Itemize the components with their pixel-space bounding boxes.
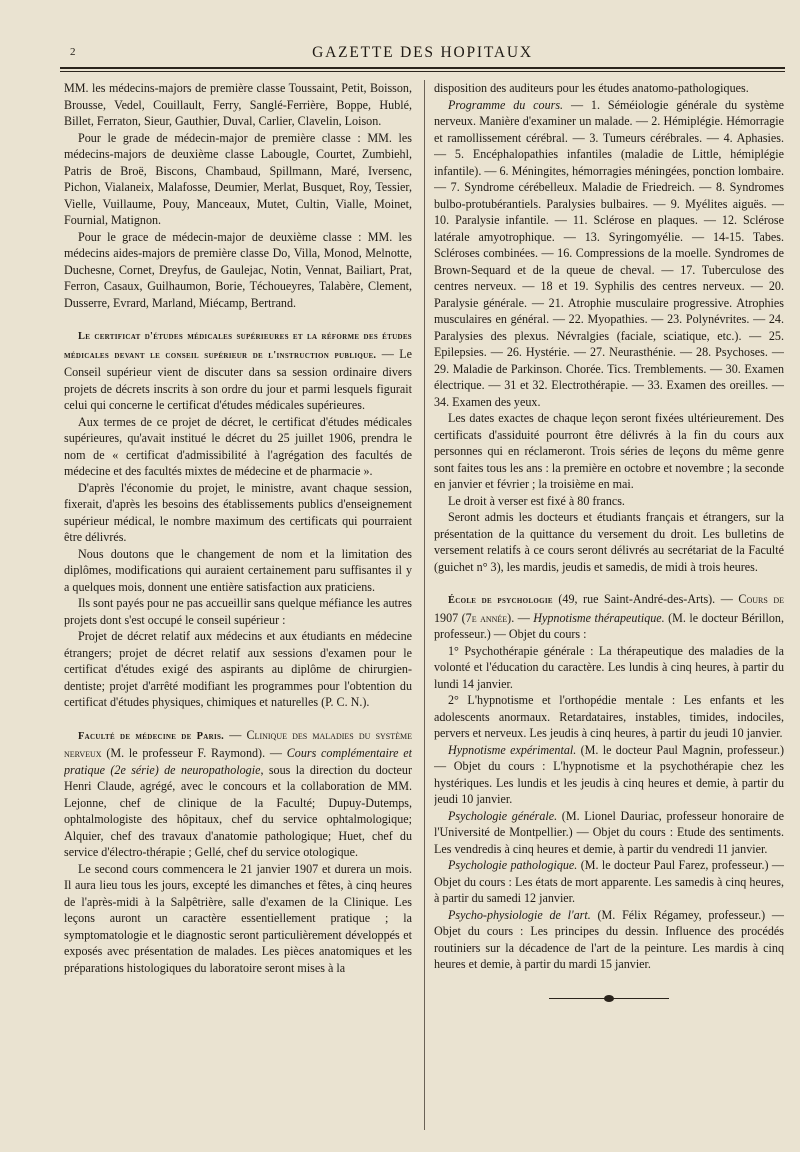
psychology-item-label: Hypnotisme expérimental. xyxy=(448,742,577,757)
psychology-school-address: (49, rue Saint-André-des-Arts). — xyxy=(552,592,739,606)
course-description: , sous la direction du docteur Henri Claude, agrégé, avec le concours et la collaboration de MM. Lejonne, chef de clinique de la Faculté; Dupuy-Dutemps, ophtalmologiste des hôpitaux, chef du service ophtalmologique; Alquier, chef des travaux d'anatomie pathologique; Huet, chef du service d'électro-thérapie ; Gellé, chef du service otologique. xyxy=(64,762,412,859)
column-divider xyxy=(424,80,425,1130)
page-number: 2 xyxy=(70,46,76,58)
end-ornament xyxy=(549,995,669,1003)
psychology-school-heading: École de psychologie xyxy=(448,595,553,606)
certificate-paragraph: Ils sont payés pour ne pas accueillir sans quelque méfiance les autres projets dont s'est occupé le conseil supérieur : xyxy=(64,596,412,627)
psychology-course-title: Hypnotisme thérapeutique. xyxy=(533,610,665,625)
certificate-section-heading: Le certificat d'études médicales supérieures et la réforme des études médicales devant le conseil supérieur de l'instruction publique. xyxy=(64,331,412,361)
psychology-item xyxy=(434,742,784,808)
certificate-section-intro xyxy=(64,327,412,414)
faculty-section-heading: Faculté de médecine de Paris. xyxy=(78,730,225,742)
course-program-text: — 1. Séméiologie générale du système nerveux. Manière d'examiner un malade. — 2. Hémiplégie. Hémorragie et ramollissement cérébral. — 3. Tumeurs cérébrales. — 4. Aphasies. — 5. Encéphalopathies infantiles (maladie de Little, hémiplégie infantile). — 6. Méningites, hémorragies méningées, ponction lombaire. — 7. Syndrome cérébelleux. Maladie de Friedreich. — 8. Syndromes bulbo-protubérantiels. Paralysies bulbaires. — 9. Myélites aiguës. — 10. Paralysie infantile. — 11. Sclérose en plaques. — 12. Sclérose latérale amyotrophique. — 13. Syringomyélie. — 14-15. Tabes. Scléroses combinées. — 16. Compressions de la moelle. Syndromes de Brown-Sequard et de la queue de cheval. — 17. Tuberculose des centres nerveux. — 18 et 19. Syphilis des centres nerveux. — 20. Paralysie générale. — 21. Atrophie musculaire progressive. Atrophies musculaires en général. — 22. Myopathies. — 23. Polynévrites. — 24. Paralysies des plexus. Névralgies (faciale, sciatique, etc.). — 25. Epilepsies. — 26. Hystérie. — 27. Neurasthénie. — 28. Psychoses. — 29. Maladie de Parkinson. Chorée. Tics. Tremblements. — 30. Examen électrique. — 31 et 32. Electrothérapie. — 33. Examen des oreilles. — 34. Examen des yeux. xyxy=(434,97,784,409)
clinic-professor: (M. le professeur F. Raymond). — xyxy=(101,746,287,760)
course-continuation: disposition des auditeurs pour les études anatomo-pathologiques. xyxy=(434,81,749,95)
psychology-course-text: (M. le docteur Bérillon, professeur.) — Objet du cours : xyxy=(434,610,784,641)
course-program-label: Programme du cours. xyxy=(448,97,564,112)
page-header xyxy=(60,42,785,66)
psychology-school-intro xyxy=(434,591,784,643)
certificate-section-text: — Le Conseil supérieur vient de discuter dans sa session ordinaire divers projets de décrets inscrits à son ordre du jour et parmi lesquels figurait celui qui concerne le certificat d'études médicales supérieures. xyxy=(64,346,412,412)
certificate-paragraph: Aux termes de ce projet de décret, le certificat d'études médicales supérieures, qu'avait institué le décret du 25 juillet 1906, prendra le nom de « certificat d'admissibilité à l'agrégation des facultés de médecine et des facultés mixtes de médecine et de pharmacie ». xyxy=(64,414,412,478)
faculty-section-intro: Faculté de médecine de Paris. — Clinique des maladies du système nerveux (M. le professeur F. Raymond). — Cours complémentaire et pratique (2e série) de neuropathologie, sous la direction du docteur Henri Claude, agrégé, avec le concours et la collaboration de MM. Lejonne, chef de clinique de la Faculté; Dupuy-Dutemps, ophtalmologiste des hôpitaux, chef du service ophtalmologique; Alquier, chef des travaux d'anatomie pathologique; Huet, chef du service d'électro-thérapie ; Gellé, chef du service otologique. xyxy=(64,727,412,859)
ornament-dot xyxy=(604,995,614,1002)
psychology-item-label: Psychologie générale. xyxy=(448,808,558,823)
course-schedule-paragraph: Le second cours commencera le 21 janvier 1907 et durera un mois. Il aura lieu tous les jours, excepté les dimanches et fêtes, à cinq heures de l'après-midi à la Salpêtrière, salle d'examen de la Clinique. Les leçons auront un caractère essentiellement pratique ; la symptomatologie et le diagnostic seront particulièrement développés et exposés avec présentation de malades. Les pièces anatomiques et les préparations histologiques du laboratoire seront mises à la xyxy=(64,861,412,975)
psychology-item: 2° L'hypnotisme et l'orthopédie mentale : Les enfants et les adolescents anormaux. Retardataires, instables, timides, indociles, pervers et nerveux. Les jeudis à cinq heures, à partir du jeudi 10 janvier. xyxy=(434,693,784,740)
certificate-paragraph: Projet de décret relatif aux médecins et aux étudiants en médecine étrangers; projet de décret relatif aux sessions d'examen pour le certificat d'études exigé des aspirants au diplôme de chirurgien-dentiste; projet d'arrêté modifiant les programmes pour l'obtention du certificat d'études physiques, chimiques et naturelles (P. C. N.). xyxy=(64,629,412,709)
course-admission-paragraph: Seront admis les docteurs et étudiants français et étrangers, sur la présentation de la quittance du versement du droit. Les bulletins de versement relatifs à ce cours seront délivrés au secrétariat de la Faculté (guichet n° 3), les mardis, jeudis et samedis, de midi à trois heures. xyxy=(434,510,784,574)
psychology-item-text: (M. Lionel Dauriac, professeur honoraire de l'Université de Montpellier.) — Objet du cours : Etude des sentiments. Les vendredis à cinq heures et demie, à partir du vendredi 11 janvier. xyxy=(434,808,784,856)
psychology-item xyxy=(434,808,784,858)
psychology-item xyxy=(434,907,784,973)
promotion-list-first-class: MM. les médecins-majors de première classe Toussaint, Petit, Boisson, Brousse, Vedel, Couillault, Ferry, Sanglé-Ferrière, Boppe, Hublé, Billet, Ferraton, Sieur, Gauthier, Duval, Carlier, Clavelin, Loison. xyxy=(64,81,412,128)
certificate-paragraph: D'après l'économie du projet, le ministre, avant chaque session, fixerait, d'après les besoins des établissements publics d'enseignement supérieur médical, le nombre maximum des certificats qui pourraient être délivrés. xyxy=(64,480,412,544)
course-fee-paragraph: Le droit à verser est fixé à 80 francs. xyxy=(448,493,625,508)
header-rule-thick xyxy=(60,67,785,69)
dash: — xyxy=(514,610,534,625)
left-column xyxy=(64,80,412,1140)
course-dates-paragraph: Les dates exactes de chaque leçon seront fixées ultérieurement. Des certificats d'assiduité pourront être délivrés à la fin du cours aux personnes qui en réclameront. Trois séries de leçons du même genre sont faites tous les ans : la première en octobre et novembre ; la seconde en janvier et février ; la troisième en mai. xyxy=(434,411,784,491)
psychology-item-text: (M. le docteur Paul Magnin, professeur.) — Objet du cours : L'hypnotisme et la psychothérapie chez les hystériques. Les lundis et les jeudis à cinq heures et demie, à partir du jeudi 10 janvier. xyxy=(434,742,784,806)
right-column xyxy=(434,80,784,1140)
header-rule-thin xyxy=(60,71,785,72)
promotion-list-second-class: Pour le grade de médecin-major de première classe : MM. les médecins-majors de deuxième classe Labougle, Courtet, Zumbiehl, Patris de Broë, Biscons, Chambaud, Spillmann, Maré, Iversenc, Pichon, Vialaneix, Malafosse, Deumier, Merlat, Busquet, Roy, Tessier, Vielle, Vuillaume, Pouy, Manceaux, Mutet, Cultin, Vialle, Moinet, Fournial, Matignon. xyxy=(64,130,412,227)
course-title: Cours complémentaire et pratique (2e série) de neuropathologie xyxy=(64,746,412,777)
promotion-list-aides-majors: Pour le grace de médecin-major de deuxième classe : MM. les médecins aides-majors de première classe Do, Villa, Monod, Melnotte, Duchesne, Cornet, Dreyfus, de Gaulejac, Notin, Vennat, Bailiart, Prat, Ferron, Casaux, Guilhaumon, Borie, Téchoueyres, Talabère, Clement, Dusserre, Evrard, Marland, Miécamp, Bertrand. xyxy=(64,229,412,310)
psychology-item xyxy=(434,857,784,907)
clinic-name: Clinique des maladies du système nerveux xyxy=(64,727,412,760)
psychology-item-label: Psychologie pathologique. xyxy=(448,858,578,872)
psychology-item-text: (M. le docteur Paul Farez, professeur.) — Objet du cours : Les états de mort apparente. Les samedis à cinq heures, à partir du samedi 12 janvier. xyxy=(434,858,784,905)
psychology-course-year: Cours de 1907 (7e année). xyxy=(434,592,784,625)
psychology-item-text: (M. Félix Régamey, professeur.) — Objet du cours : Les principes du dessin. Influence des procédés routiniers sur la décadence de l'art de la peinture. Les mardis à cinq heures et demie, à partir du mardi 15 janvier. xyxy=(434,907,784,971)
running-title: GAZETTE DES HOPITAUX xyxy=(312,44,533,61)
course-program xyxy=(434,97,784,411)
psychology-item: 1° Psychothérapie générale : La thérapeutique des maladies de la volonté et l'éducation du caractère. Les lundis à cinq heures, à partir du lundi 14 janvier. xyxy=(434,643,784,691)
certificate-paragraph: Nous doutons que le changement de nom et la limitation des diplômes, modifications qui auraient certainement paru suffisantes il y a quelques mois, donnent une entière satisfaction aux praticiens. xyxy=(64,546,412,594)
psychology-item-label: Psycho-physiologie de l'art. xyxy=(448,907,591,922)
